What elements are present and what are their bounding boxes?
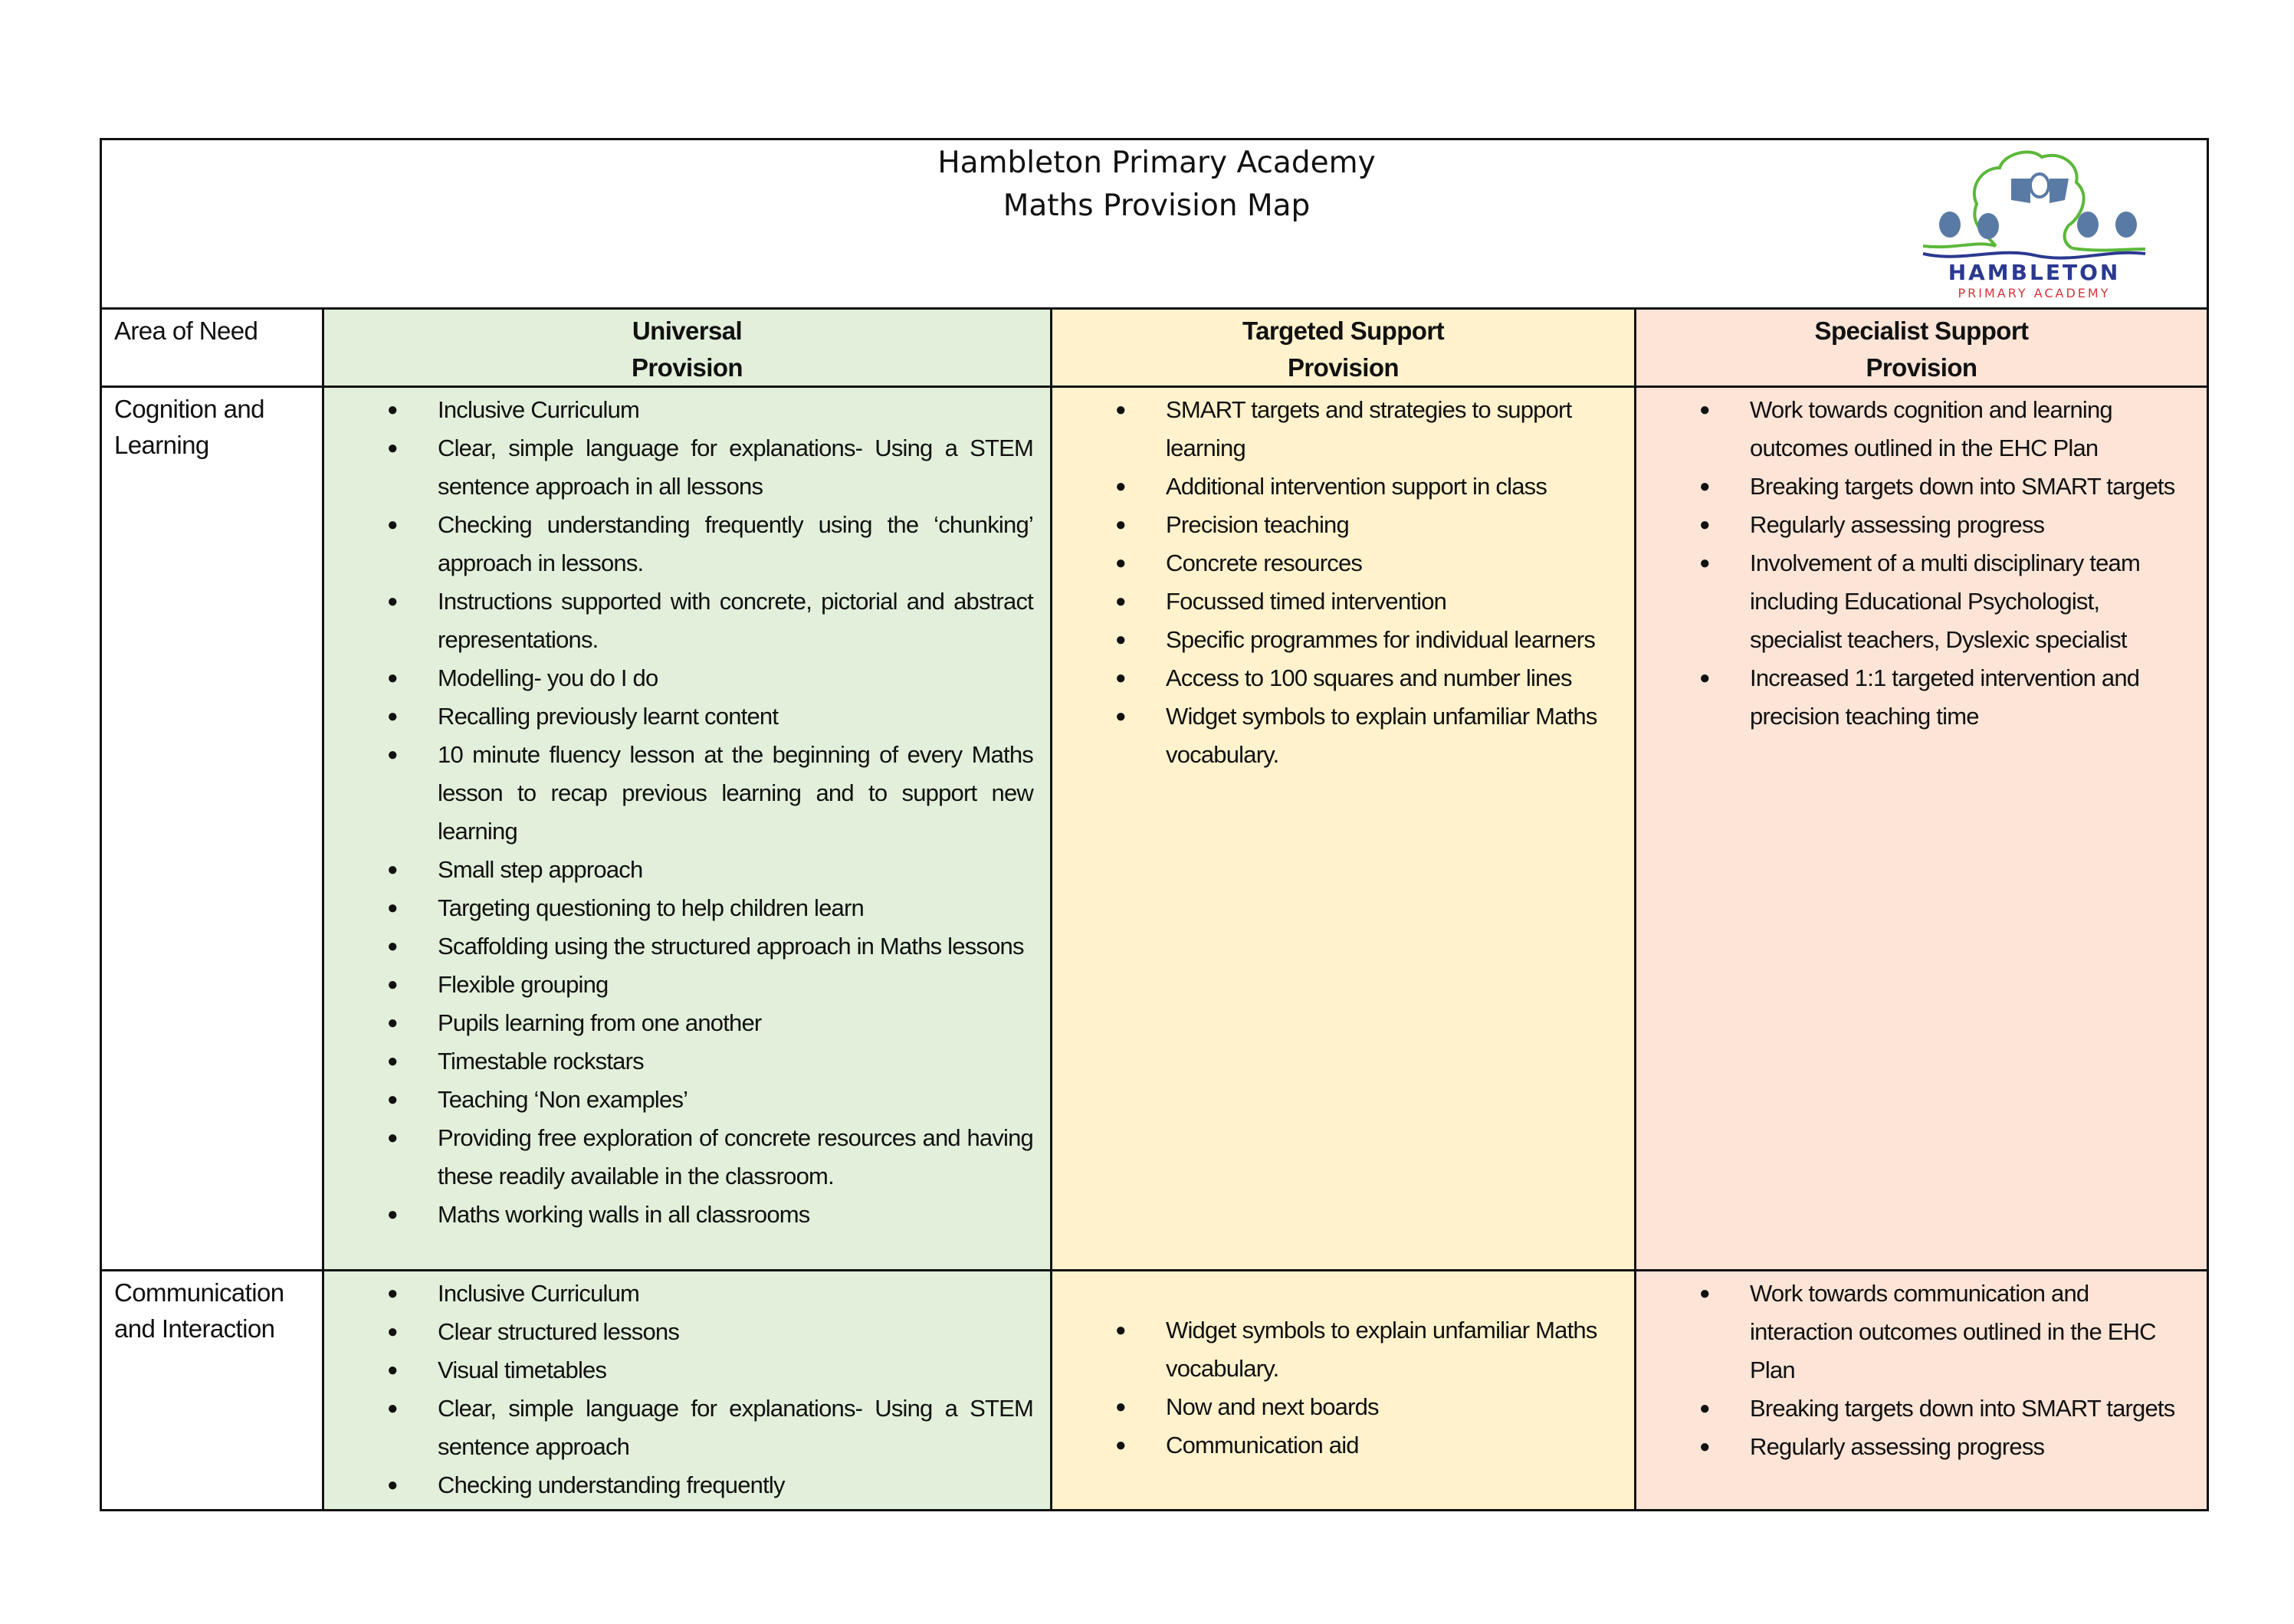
area-of-need-cell: Cognition and Learning <box>102 388 324 1269</box>
page-title <box>620 142 1693 228</box>
document-title: Maths Provision Map <box>1003 189 1311 223</box>
list-item: ● Flexible grouping <box>324 966 1033 1004</box>
list-item: ● Scaffolding using the structured approach in Maths lessons <box>324 927 1033 966</box>
list-item: ● Pupils learning from one another <box>324 1004 1033 1042</box>
list-item: ● Maths working walls in all classrooms <box>324 1196 1033 1234</box>
list-item: ● Checking understanding frequently <box>324 1466 1033 1504</box>
area-of-need-cell: Communication and Interaction <box>102 1271 324 1509</box>
targeted-support-header <box>1052 310 1636 385</box>
provision-map-table <box>100 138 2209 1511</box>
list-item: ● Instructions supported with concrete, pictorial and abstract representations. <box>324 582 1033 659</box>
list-item: ● Now and next boards <box>1052 1388 1619 1426</box>
area-of-need-header: Area of Need <box>102 310 324 385</box>
list-item: ● Regularly assessing progress <box>1636 506 2191 544</box>
list-item: ● Concrete resources <box>1052 544 1619 582</box>
table-row <box>102 388 2207 1271</box>
table-header <box>102 140 2207 310</box>
universal-list <box>324 1271 1050 1509</box>
list-item: ● Involvement of a multi disciplinary team including Educational Psychologist, specialist teachers, Dyslexic specialist <box>1636 544 2191 659</box>
svg-text:PRIMARY ACADEMY: PRIMARY ACADEMY <box>1958 286 2111 300</box>
list-item: ● Widget symbols to explain unfamiliar Maths vocabulary. <box>1052 1311 1619 1388</box>
list-item: ● Work towards cognition and learning outcomes outlined in the EHC Plan <box>1636 391 2191 468</box>
specialist-provision-cell <box>1636 1271 2207 1509</box>
list-item: ● Work towards communication and interaction outcomes outlined in the EHC Plan <box>1636 1275 2191 1389</box>
list-item: ● Small step approach <box>324 851 1033 889</box>
list-item: ● Clear, simple language for explanations- Using a STEM sentence approach <box>324 1389 1033 1466</box>
list-item: ● Teaching ‘Non examples’ <box>324 1081 1033 1119</box>
list-item: ● Providing free exploration of concrete resources and having these readily available in the classroom. <box>324 1119 1033 1196</box>
list-item: ● Inclusive Curriculum <box>324 391 1033 429</box>
list-item: ● Inclusive Curriculum <box>324 1275 1033 1313</box>
targeted-list <box>1052 388 1634 779</box>
specialist-list <box>1636 388 2207 740</box>
list-item: ● Access to 100 squares and number lines <box>1052 659 1619 697</box>
list-item: ● Widget symbols to explain unfamiliar Maths vocabulary. <box>1052 697 1619 774</box>
list-item: ● Clear, simple language for explanations- Using a STEM sentence approach in all lessons <box>324 429 1033 506</box>
header-line: Provision <box>1866 353 1977 382</box>
list-item: ● Increased 1:1 targeted intervention and precision teaching time <box>1636 659 2191 736</box>
list-item: ● Additional intervention support in class <box>1052 468 1619 506</box>
school-name: Hambleton Primary Academy <box>937 146 1376 180</box>
list-item: ● Precision teaching <box>1052 506 1619 544</box>
column-header-row <box>102 310 2207 388</box>
svg-text:HAMBLETON: HAMBLETON <box>1948 260 2121 285</box>
list-item: ● Regularly assessing progress <box>1636 1428 2191 1466</box>
list-item: ● Timestable rockstars <box>324 1042 1033 1081</box>
universal-provision-header <box>324 310 1052 385</box>
header-line: Provision <box>632 353 743 382</box>
universal-list <box>324 388 1050 1239</box>
header-line: Specialist Support <box>1814 317 2029 345</box>
school-logo <box>1915 146 2153 300</box>
list-item: ● Visual timetables <box>324 1351 1033 1389</box>
header-line: Provision <box>1288 353 1399 382</box>
list-item: ● Checking understanding frequently using the ‘chunking’ approach in lessons. <box>324 506 1033 582</box>
list-item: ● Modelling- you do I do <box>324 659 1033 697</box>
header-line: Universal <box>632 317 743 345</box>
list-item: ● Recalling previously learnt content <box>324 697 1033 736</box>
list-item: ● Breaking targets down into SMART targets <box>1636 468 2191 506</box>
table-row <box>102 1271 2207 1509</box>
specialist-support-header <box>1636 310 2207 385</box>
list-item: ● Targeting questioning to help children learn <box>324 889 1033 927</box>
specialist-list <box>1636 1271 2207 1471</box>
targeted-provision-cell <box>1052 388 1636 1269</box>
list-item: ● 10 minute fluency lesson at the beginning of every Maths lesson to recap previous learning and to support new learning <box>324 736 1033 851</box>
universal-provision-cell <box>324 388 1052 1269</box>
specialist-provision-cell <box>1636 388 2207 1269</box>
list-item: ● Clear structured lessons <box>324 1313 1033 1351</box>
list-item: ● SMART targets and strategies to support learning <box>1052 391 1619 468</box>
header-line: Targeted Support <box>1242 317 1444 345</box>
list-item: ● Specific programmes for individual learners <box>1052 621 1619 659</box>
targeted-list <box>1052 1271 1634 1469</box>
list-item: ● Communication aid <box>1052 1426 1619 1465</box>
list-item: ● Focussed timed intervention <box>1052 582 1619 621</box>
list-item: ● Breaking targets down into SMART targets <box>1636 1389 2191 1428</box>
targeted-provision-cell <box>1052 1271 1636 1509</box>
universal-provision-cell <box>324 1271 1052 1509</box>
